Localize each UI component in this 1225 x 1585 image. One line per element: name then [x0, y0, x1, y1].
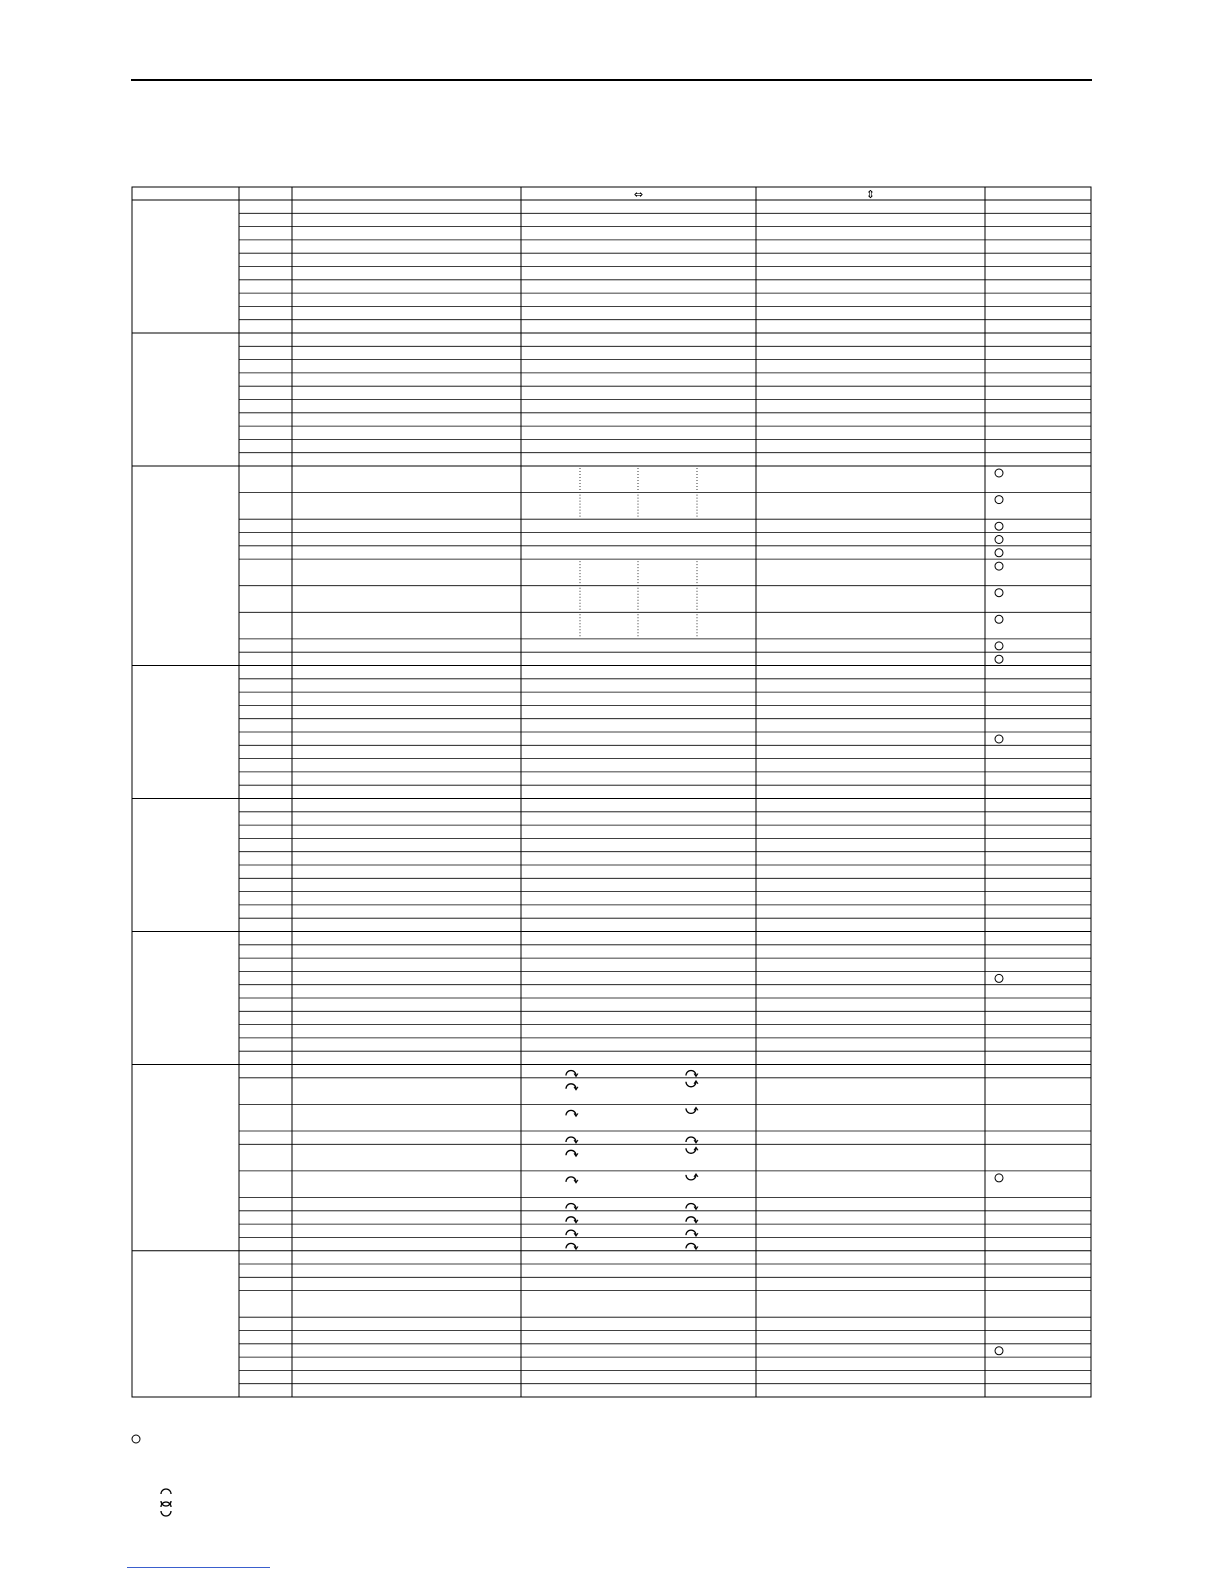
clockwise-arc-icon: [161, 1489, 171, 1494]
circle-mark-icon: [995, 562, 1003, 570]
circle-mark-icon: [995, 536, 1003, 544]
circle-mark-icon: [995, 974, 1003, 982]
vertical-arrow-icon: ⇕: [865, 188, 876, 201]
circle-mark-icon: [995, 735, 1003, 743]
table-border: [132, 187, 1091, 1397]
swing-arc-icon: [161, 1501, 171, 1507]
circle-mark-icon: [995, 615, 1003, 623]
circle-mark-icon: [995, 522, 1003, 530]
legend-graphic: [131, 1432, 431, 1522]
legend: [131, 1432, 431, 1522]
horizontal-arrow-icon: ⇔: [633, 188, 644, 201]
circle-mark-icon: [995, 549, 1003, 557]
circle-mark-icon: [995, 1347, 1003, 1355]
circle-mark-icon: [995, 496, 1003, 504]
footer-link-underline[interactable]: [127, 1567, 270, 1568]
legend-circle-icon: [132, 1435, 140, 1443]
circle-mark-icon: [995, 642, 1003, 650]
circle-mark-icon: [995, 1174, 1003, 1182]
circle-mark-icon: [995, 469, 1003, 477]
circle-mark-icon: [995, 589, 1003, 597]
circle-mark-icon: [995, 655, 1003, 663]
counterclockwise-arc-icon: [161, 1511, 171, 1516]
